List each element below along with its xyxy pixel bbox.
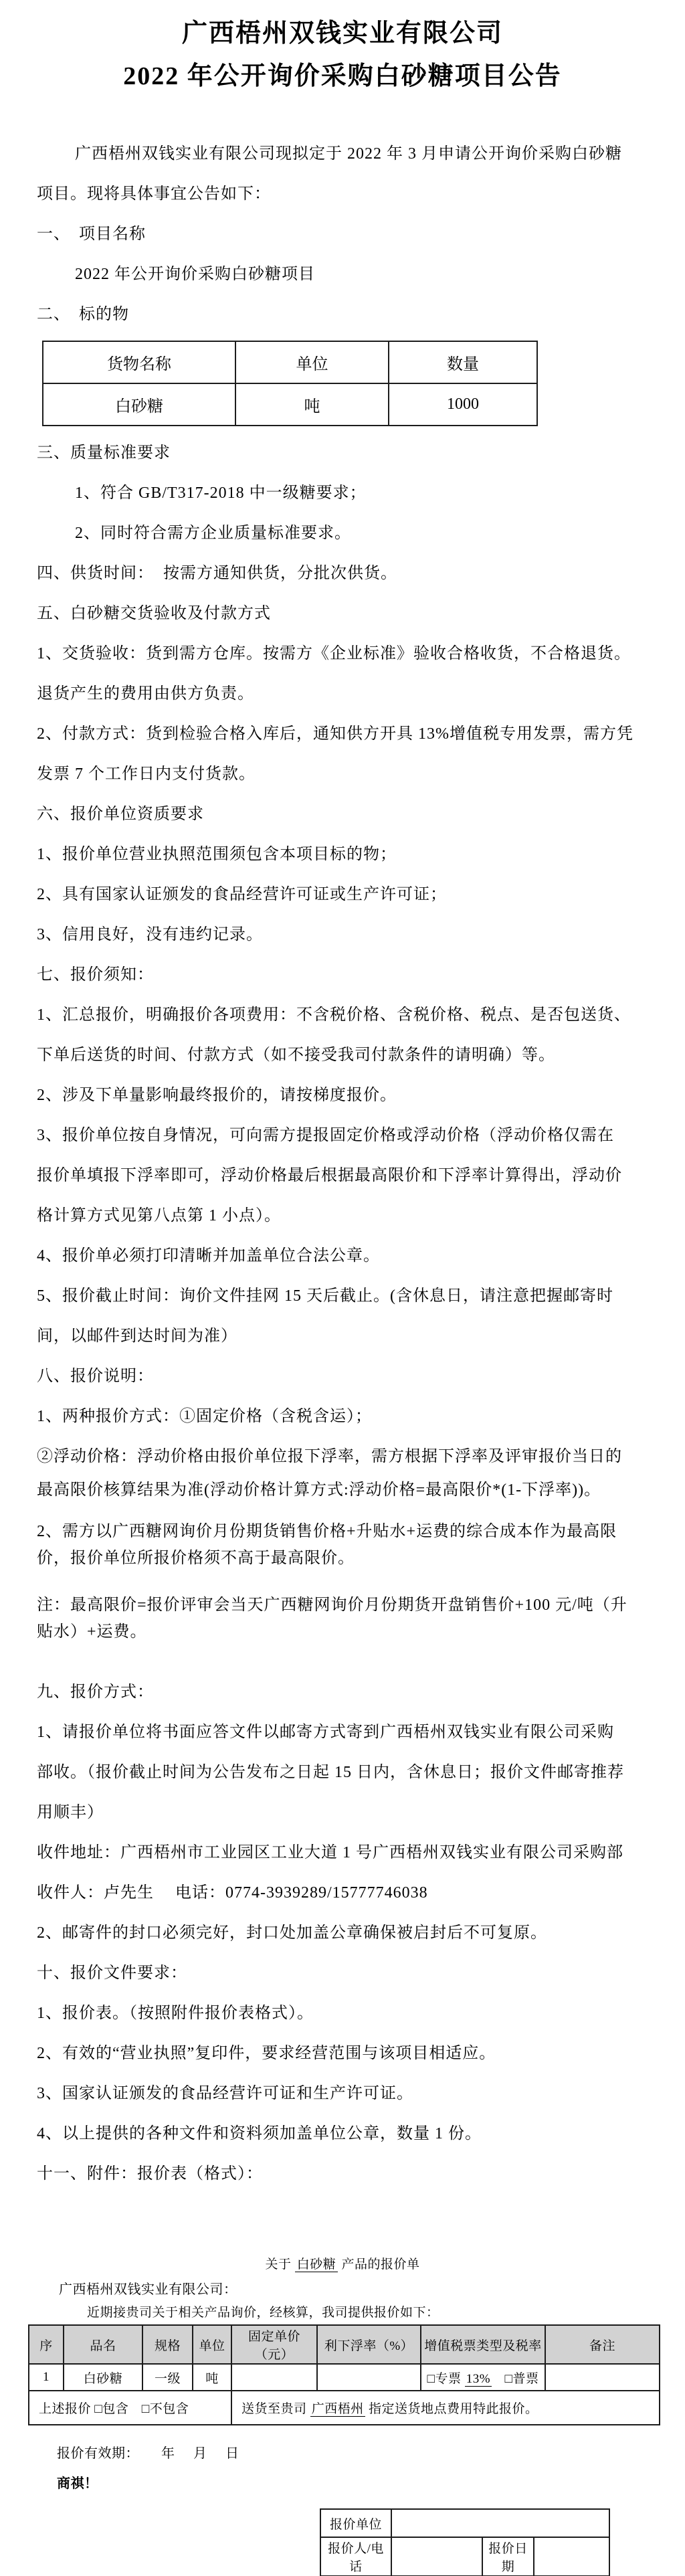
- quote-cell-fixed-price: [231, 2364, 317, 2391]
- doc-line: 2、有效的“营业执照”复印件，要求经营范围与该项目相适应。: [37, 2045, 496, 2062]
- quote-date-label: 报价日期: [482, 2537, 534, 2576]
- goods-header-qty: 数量: [389, 341, 537, 383]
- doc-line: 贴水）+运费。: [37, 1623, 147, 1641]
- doc-line: 2、需方以广西糖网询价月份期货销售价格+升贴水+运费的综合成本作为最高限: [37, 1523, 617, 1540]
- vat-special-checkbox: □专票: [427, 2371, 465, 2386]
- doc-line: 3、国家认证颁发的食品经营许可证和生产许可证。: [37, 2085, 413, 2102]
- goods-header-unit: 单位: [235, 341, 389, 383]
- regards-line: 商祺！: [57, 2476, 98, 2491]
- doc-line: 1、报价表。（按照附件报价表格式）。: [37, 2005, 314, 2022]
- goods-cell-qty: 1000: [389, 383, 537, 426]
- doc-line: 价，报价单位所报价格须不高于最高限价。: [37, 1550, 355, 1567]
- quote-table-footer-row: [29, 2391, 660, 2425]
- quote-header-vat: 增值税票类型及税率: [421, 2325, 545, 2364]
- goods-cell-name: 白砂糖: [43, 383, 235, 426]
- delivery-note-prefix: 送货至贵司: [241, 2402, 310, 2416]
- doc-line: 2022 年公开询价采购白砂糖项目: [75, 266, 315, 283]
- quote-cell-name: 白砂糖: [64, 2364, 142, 2391]
- delivery-note-suffix: 指定送货地点费用特此报价。: [365, 2402, 539, 2416]
- quote-footer-delivery-note: [231, 2391, 660, 2425]
- quote-validity-line: 报价有效期： 年 月 日: [57, 2446, 239, 2461]
- quote-header-float-rate: 利下浮率（%）: [317, 2325, 421, 2364]
- doc-line: 报价单填报下浮率即可，浮动价格最后根据最高限价和下浮率计算得出，浮动价: [37, 1167, 622, 1184]
- title-line-1: 广西梧州双钱实业有限公司: [181, 19, 503, 48]
- intro-section: [0, 134, 685, 335]
- doc-line: 发票 7 个工作日内支付货款。: [37, 765, 256, 783]
- quote-header-fixed-price: 固定单价（元）: [231, 2325, 317, 2364]
- doc-line: 2、具有国家认证颁发的食品经营许可证或生产许可证；: [37, 886, 447, 903]
- quote-table: [28, 2324, 660, 2425]
- signature-table: [320, 2508, 610, 2576]
- quote-cell-seq: 1: [29, 2364, 64, 2391]
- quote-cell-unit: 吨: [193, 2364, 231, 2391]
- doc-line: 4、以上提供的各种文件和资料须加盖单位公章，数量 1 份。: [37, 2125, 482, 2142]
- doc-line: 下单后送货的时间、付款方式（如不接受我司付款条件的请明确）等。: [37, 1046, 555, 1064]
- doc-line: 二、 标的物: [37, 306, 129, 323]
- doc-line: 收件地址：广西梧州市工业园区工业大道 1 号广西梧州双钱实业有限公司采购部: [37, 1844, 623, 1861]
- quote-header-seq: 序: [29, 2325, 64, 2364]
- doc-line: 4、报价单必须打印清晰并加盖单位合法公章。: [37, 1247, 380, 1265]
- doc-line: 九、报价方式：: [37, 1683, 154, 1701]
- quote-title-suffix: 产品的报价单: [338, 2258, 420, 2272]
- doc-line: 十一、附件：报价表（格式）：: [37, 2165, 263, 2183]
- quote-cell-remark: [545, 2364, 660, 2391]
- signature-supplier-row: [320, 2509, 609, 2537]
- doc-line: 六、报价单位资质要求: [37, 806, 204, 823]
- doc-line: 间，以邮件到达时间为准）: [37, 1327, 237, 1345]
- quote-title-prefix: 关于: [265, 2258, 295, 2272]
- delivery-place: 广西梧州: [311, 2402, 364, 2416]
- doc-line: 部收。（报价截止时间为公告发布之日起 15 日内，含休息日；报价文件邮寄推荐: [37, 1764, 624, 1781]
- goods-table-data-row: [43, 383, 537, 426]
- vat-rate-value: 13%: [466, 2371, 491, 2386]
- doc-line: 一、 项目名称: [37, 225, 146, 243]
- quote-table-header-row: [29, 2325, 660, 2364]
- contact-label: 报价人/电话: [320, 2537, 391, 2576]
- document-title: [0, 0, 685, 98]
- quote-date-value-cell: [534, 2537, 609, 2576]
- goods-cell-unit: 吨: [235, 383, 389, 426]
- doc-line: 5、报价截止时间：询价文件挂网 15 天后截止。(含休息日，请注意把握邮寄时: [37, 1287, 613, 1305]
- doc-line: 1、报价单位营业执照范围须包含本项目标的物；: [37, 846, 397, 863]
- goods-table: [42, 341, 538, 426]
- doc-line: 2、同时符合需方企业质量标准要求。: [75, 525, 351, 542]
- quote-header-unit: 单位: [193, 2325, 231, 2364]
- supplier-label: 报价单位: [320, 2509, 391, 2537]
- doc-line: 3、报价单位按自身情况，可向需方提报固定价格或浮动价格（浮动价格仅需在: [37, 1127, 614, 1144]
- doc-line: 五、白砂糖交货验收及付款方式: [37, 605, 271, 622]
- quote-header-name: 品名: [64, 2325, 142, 2364]
- doc-line: 2、邮寄件的封口必须完好，封口处加盖公章确保被启封后不可复原。: [37, 1924, 547, 1942]
- doc-line: 七、报价须知：: [37, 966, 154, 984]
- doc-line: 1、两种报价方式：①固定价格（含税含运）；: [37, 1408, 372, 1425]
- goods-table-header-row: [43, 341, 537, 383]
- quote-cell-spec: 一级: [142, 2364, 193, 2391]
- doc-line: 1、符合 GB/T317-2018 中一级糖要求；: [75, 484, 367, 502]
- attachment-section: [0, 2251, 685, 2576]
- main-body-section: [0, 433, 685, 2194]
- doc-line: 十、报价文件要求：: [37, 1964, 187, 1982]
- doc-line: 收件人：卢先生 电话：0774-3939289/15777746038: [37, 1884, 428, 1902]
- doc-line: 最高限价核算结果为准(浮动价格计算方式:浮动价格=最高限价*(1-下浮率))。: [37, 1481, 601, 1499]
- doc-line: 2、涉及下单量影响最终报价的，请按梯度报价。: [37, 1087, 397, 1104]
- quote-intro: 近期接贵司关于相关产品询价，经核算，我司提供报价如下：: [87, 2306, 439, 2320]
- quote-title-product: 白砂糖: [295, 2258, 338, 2272]
- doc-line: 格计算方式见第八点第 1 小点）。: [37, 1207, 281, 1224]
- signature-contact-row: [320, 2537, 609, 2576]
- doc-line: 退货产生的费用由供方负责。: [37, 685, 254, 703]
- title-line-2: 2022 年公开询价采购白砂糖项目公告: [123, 62, 562, 90]
- quote-cell-vat: [421, 2364, 545, 2391]
- doc-line: 3、信用良好，没有违约记录。: [37, 926, 263, 943]
- doc-line: 2、付款方式：货到检验合格入库后，通知供方开具 13%增值税专用发票，需方凭: [37, 725, 633, 743]
- doc-line: 1、请报价单位将书面应答文件以邮寄方式寄到广西梧州双钱实业有限公司采购: [37, 1724, 614, 1741]
- quote-header-remark: 备注: [545, 2325, 660, 2364]
- doc-line: 1、交货验收：货到需方仓库。按需方《企业标准》验收合格收货，不合格退货。: [37, 645, 631, 662]
- doc-line: 八、报价说明：: [37, 1368, 154, 1385]
- doc-line: 1、汇总报价，明确报价各项费用：不含税价格、含税价格、税点、是否包送货、: [37, 1006, 631, 1024]
- doc-line: 用顺丰）: [37, 1804, 104, 1821]
- goods-header-name: 货物名称: [43, 341, 235, 383]
- supplier-value-cell: [391, 2509, 609, 2537]
- quote-footer-include-checkboxes: 上述报价 □包含 □不包含: [29, 2391, 231, 2425]
- quote-greeting: 广西梧州双钱实业有限公司：: [59, 2282, 237, 2297]
- doc-line: 广西梧州双钱实业有限公司现拟定于 2022 年 3 月申请公开询价采购白砂糖: [75, 145, 622, 163]
- quote-header-spec: 规格: [142, 2325, 193, 2364]
- quote-table-data-row: [29, 2364, 660, 2391]
- contact-value-cell: [391, 2537, 482, 2576]
- quote-cell-float-rate: [317, 2364, 421, 2391]
- doc-line: 三、质量标准要求: [37, 444, 171, 462]
- doc-line: 项目。现将具体事宜公告如下：: [37, 185, 271, 203]
- doc-line: 注：最高限价=报价评审会当天广西糖网询价月份期货开盘销售价+100 元/吨（升: [37, 1596, 627, 1614]
- quote-sheet-title: [0, 2251, 685, 2278]
- vat-normal-checkbox: □普票: [492, 2371, 539, 2386]
- doc-line: ②浮动价格：浮动价格由报价单位报下浮率，需方根据下浮率及评审报价当日的: [37, 1448, 622, 1465]
- doc-line: 四、供货时间： 按需方通知供货，分批次供货。: [37, 565, 397, 582]
